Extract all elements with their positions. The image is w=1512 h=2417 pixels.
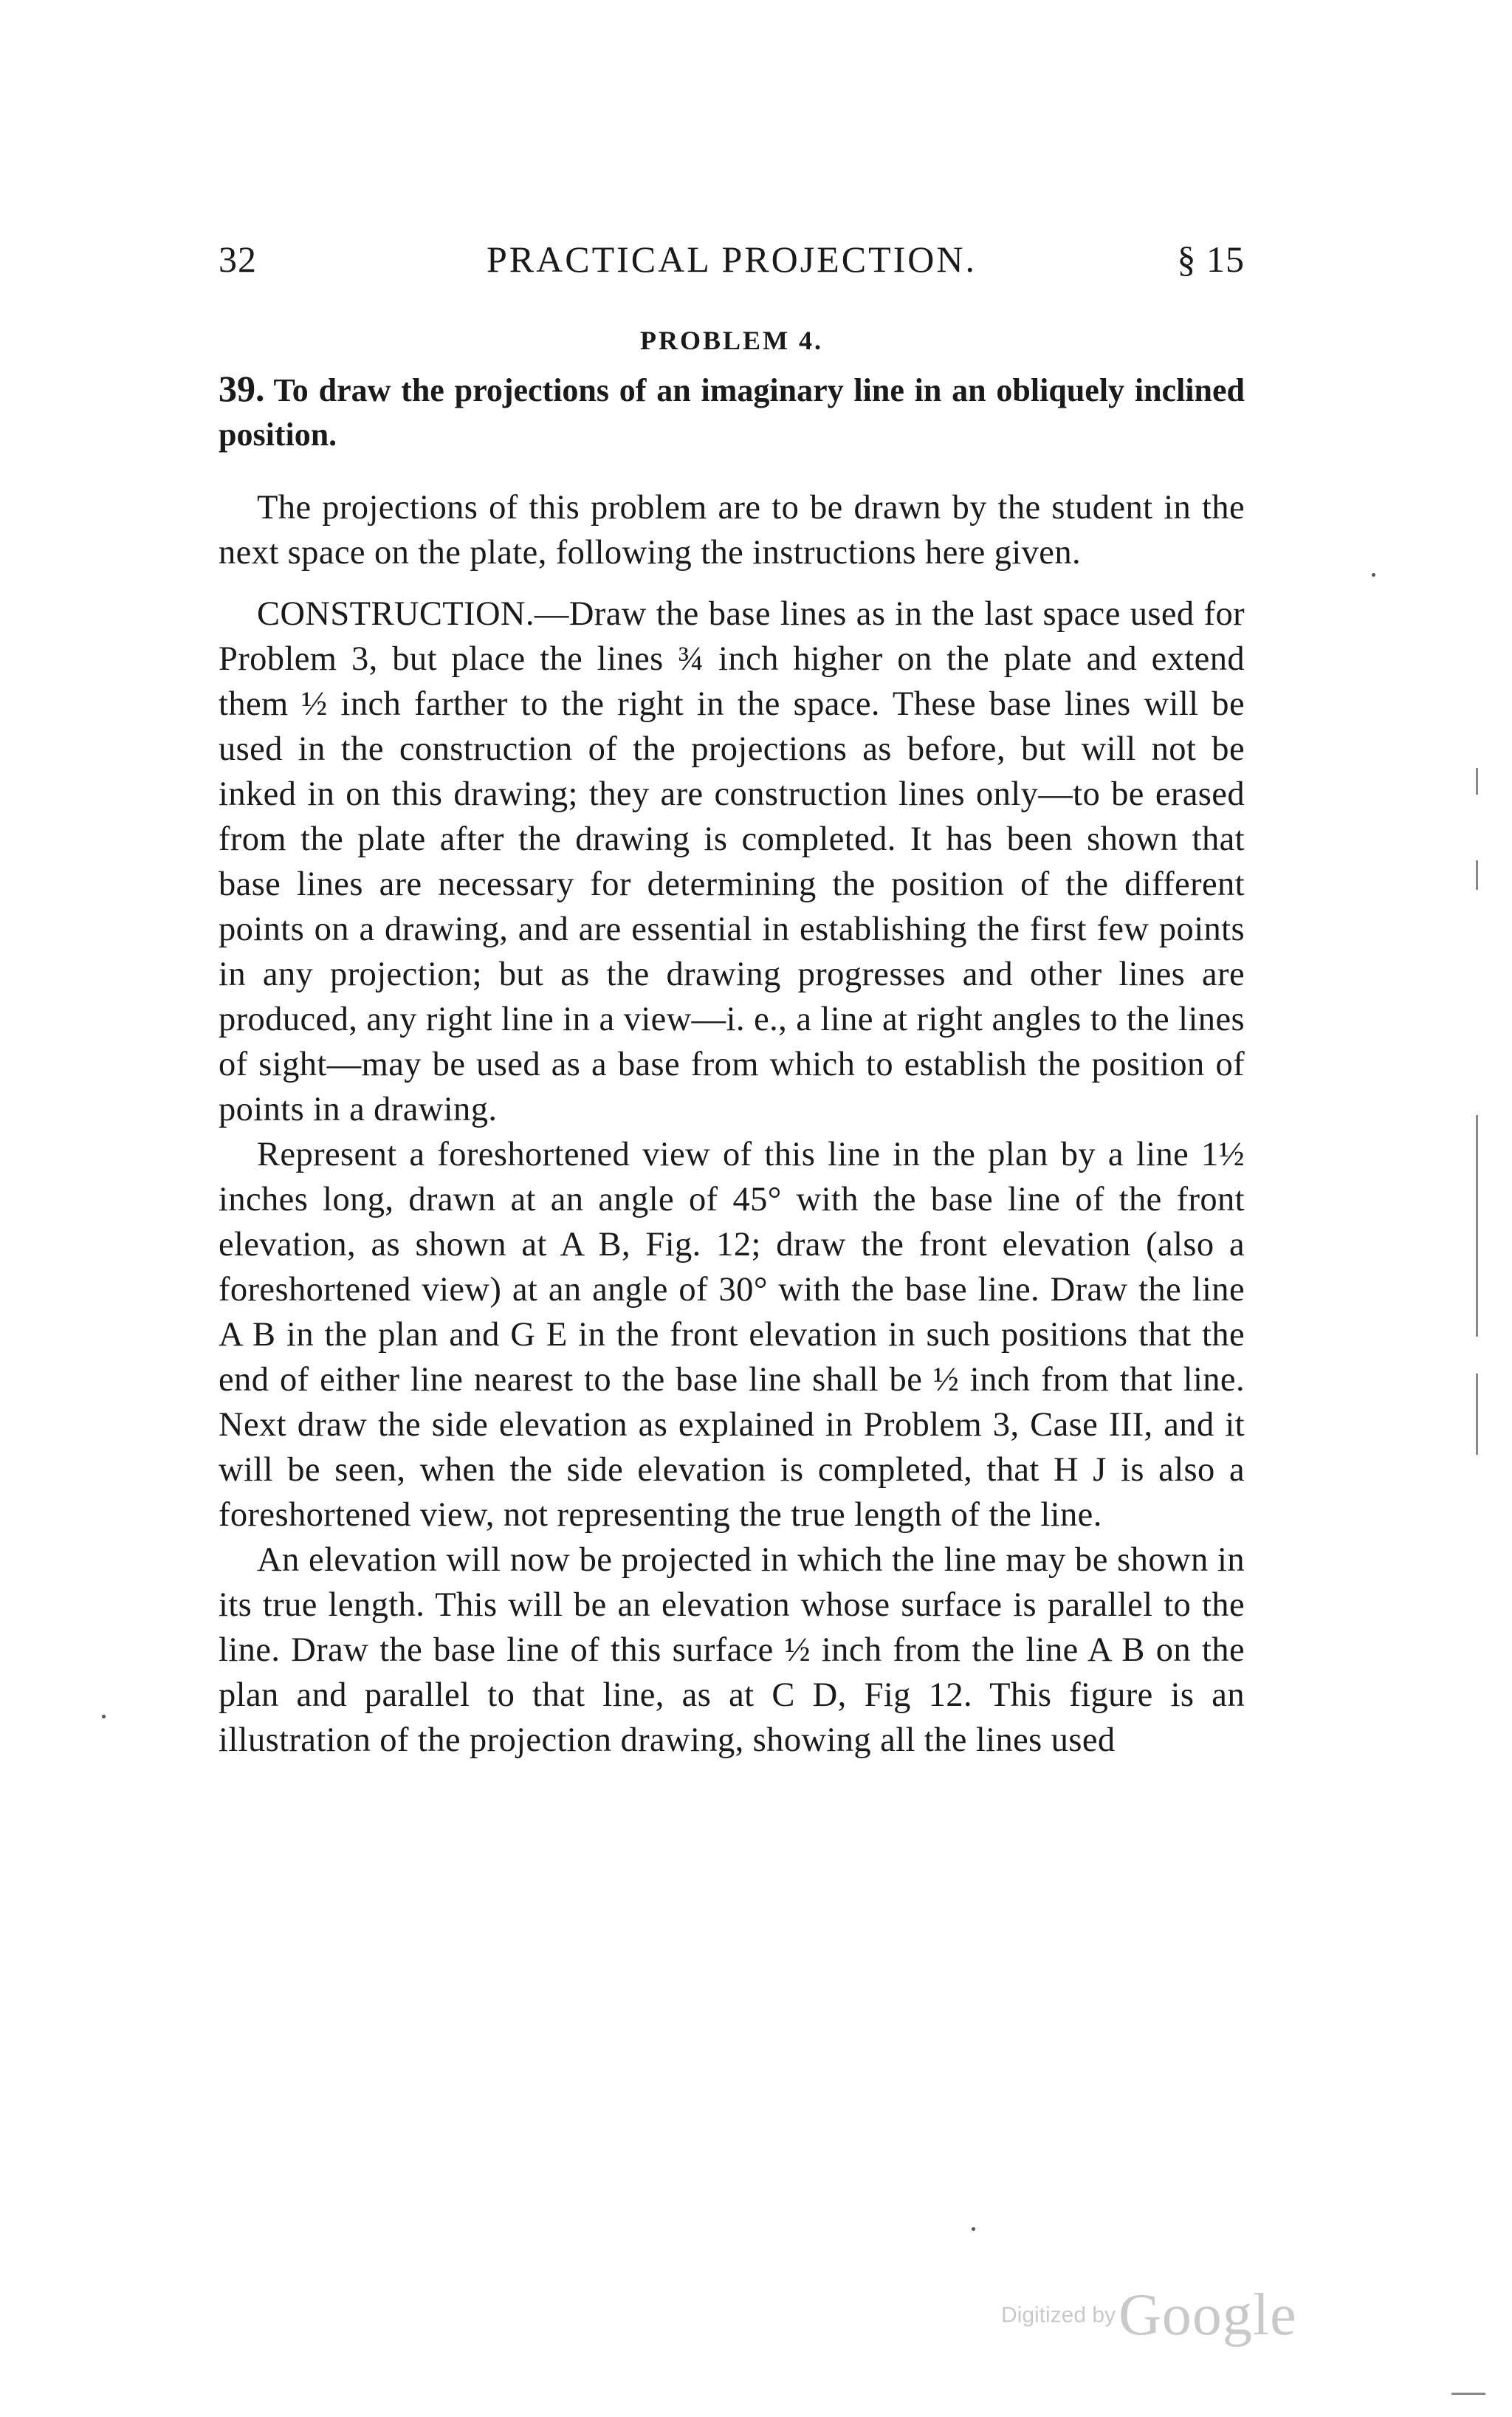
paragraph-true-length: An elevation will now be projected in which the line may be shown in its true length. This will be an elevation whose surface is parallel to the line. Draw the base line of this surface ½ inch from the line A B on the plan and parallel to that line, as at C D, Fig 12. This figure is an illustration of the projection drawing, showing all the lines used <box>219 1541 1245 1759</box>
problem-statement <box>219 366 1245 457</box>
running-title: PRACTICAL PROJECTION. <box>487 239 977 280</box>
scan-margin-mark <box>1476 1374 1478 1455</box>
page-number: 32 <box>219 239 257 280</box>
scan-speck <box>102 1715 106 1718</box>
paragraph-construction: CONSTRUCTION.—Draw the base lines as in the last space used for Problem 3, but place the lines ¾ inch higher on the plate and extend them ½ inch farther to the right in the space. These base lines will be used in the construction of the projections as before, but will not be inked in on this drawing; they are construction lines only—to be erased from the plate after the drawing is completed. It has been shown that base lines are necessary for determining the position of the different points on a drawing, and are essential in establishing the first few points in any projection; but as the drawing progresses and other lines are produced, any right line in a view—i. e., a line at right angles to the lines of sight—may be used as a base from which to establish the position of points in a drawing. <box>219 595 1245 1128</box>
article-number: 39. <box>219 368 265 409</box>
scan-corner-mark <box>1451 2393 1485 2395</box>
body-text <box>219 485 1245 1763</box>
scan-margin-mark <box>1476 768 1478 795</box>
scan-margin-mark <box>1476 860 1478 890</box>
google-logo: Google <box>1118 2283 1297 2348</box>
page-content <box>219 222 1245 1763</box>
section-number: § 15 <box>1177 239 1245 280</box>
paragraph-foreshortened: Represent a foreshortened view of this line in the plan by a line 1½ inches long, drawn at an angle of 45° with the base line of the front elevation, as shown at A B, Fig. 12; draw the front elevation (also a foreshortened view) at an angle of 30° with the base line. Draw the line A B in the plan and G E in the front elevation in such positions that the end of either line nearest to the base line shall be ½ inch from that line. Next draw the side elevation as explained in Problem 3, Case III, and it will be seen, when the side elevation is completed, that H J is also a foreshortened view, not representing the true length of the line. <box>219 1136 1245 1534</box>
problem-statement-text: To draw the projections of an imaginary line in an obliquely inclined position. <box>219 372 1245 453</box>
scan-speck <box>972 2227 975 2231</box>
scan-speck <box>1372 573 1375 577</box>
problem-label: PROBLEM 4. <box>639 326 823 355</box>
watermark-prefix: Digitized by <box>1001 2303 1116 2328</box>
digitization-watermark <box>1001 2282 1297 2349</box>
scan-margin-mark <box>1476 1115 1478 1337</box>
running-header <box>219 222 1245 284</box>
paragraph-intro: The projections of this problem are to be drawn by the student in the next space on the plate, following the instructions here given. <box>219 489 1245 572</box>
